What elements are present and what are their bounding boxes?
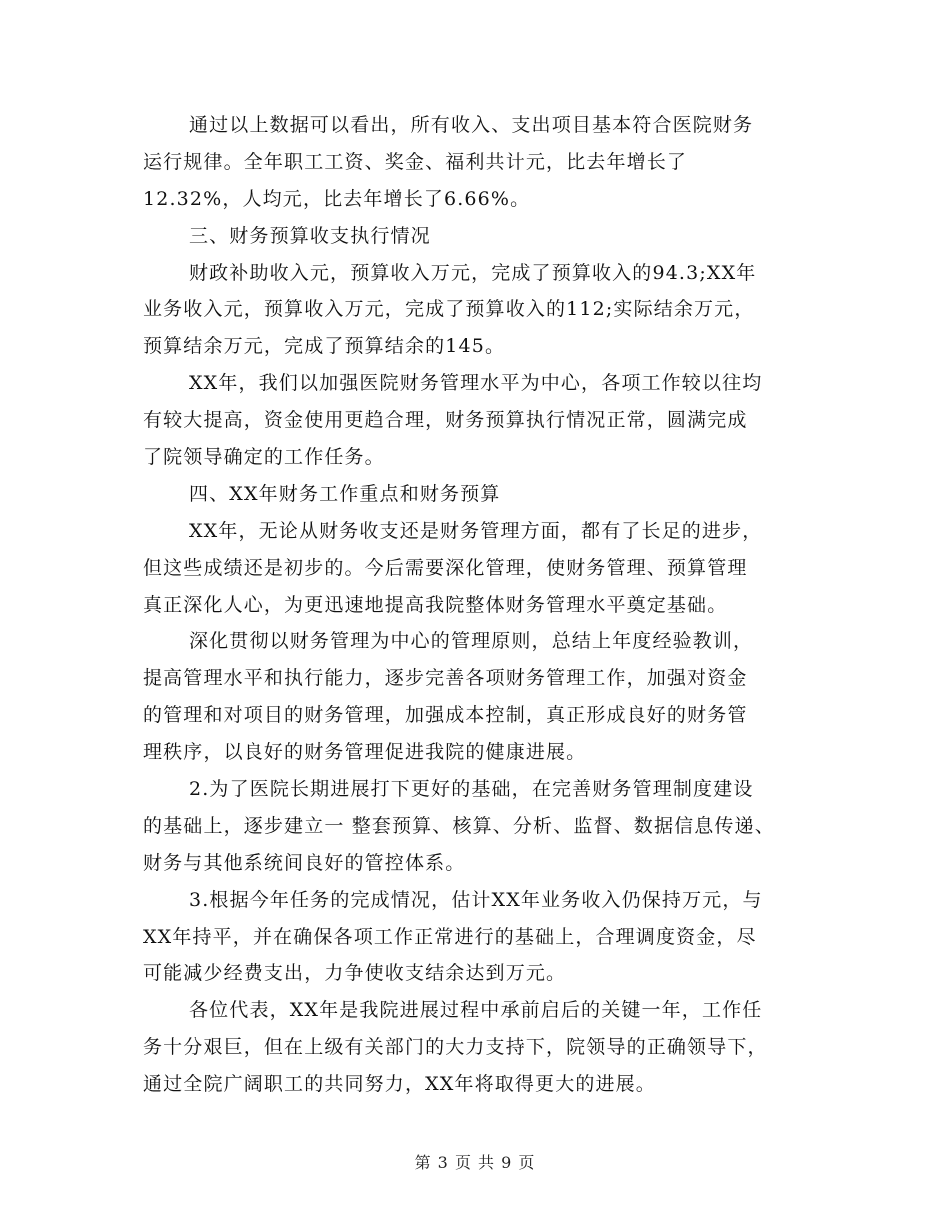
text-line: 预算结余万元，完成了预算结余的145。 (143, 335, 506, 358)
text-line: 12.32%，人均元，比去年增长了6.66%。 (143, 187, 531, 210)
text-line: 财政补助收入元，预算收入万元，完成了预算收入的94.3;XX年 (189, 261, 757, 284)
text-line: 的基础上，逐步建立一 整套预算、核算、分析、监督、数据信息传递、 (143, 814, 775, 837)
text-line: 但这些成绩还是初步的。今后需要深化管理，使财务管理、预算管理 (143, 556, 748, 579)
text-line: 提高管理水平和执行能力，逐步完善各项财务管理工作，加强对资金 (143, 667, 748, 690)
text-line: 了院领导确定的工作任务。 (143, 446, 385, 469)
document-body (0, 107, 950, 1103)
text-line: 各位代表，XX年是我院进展过程中承前启后的关键一年，工作任 (189, 999, 763, 1022)
text-line: 业务收入元，预算收入万元，完成了预算收入的112;实际结余万元， (143, 298, 755, 321)
text-line: 有较大提高，资金使用更趋合理，财务预算执行情况正常，圆满完成 (143, 409, 748, 432)
text-line: 理秩序，以良好的财务管理促进我院的健康进展。 (143, 741, 587, 764)
text-line: XX年，无论从财务收支还是财务管理方面，都有了长足的进步， (189, 519, 763, 542)
text-line: 务十分艰巨，但在上级有关部门的大力支持下，院领导的正确领导下， (143, 1036, 768, 1059)
section-heading: 四、XX年财务工作重点和财务预算 (189, 482, 501, 505)
page-number: 第 3 页 共 9 页 (414, 1153, 536, 1172)
text-line: 真正深化人心，为更迅速地提高我院整体财务管理水平奠定基础。 (143, 593, 728, 616)
text-line: XX年，我们以加强医院财务管理水平为中心，各项工作较以往均 (189, 372, 763, 395)
section-heading: 三、财务预算收支执行情况 (189, 224, 431, 247)
text-line: 运行规律。全年职工工资、奖金、福利共计元，比去年增长了 (143, 150, 688, 173)
text-line: 可能减少经费支出，力争使收支结余达到万元。 (143, 962, 567, 985)
text-line: 通过以上数据可以看出，所有收入、支出项目基本符合医院财务 (189, 114, 754, 136)
text-line: 深化贯彻以财务管理为中心的管理原则，总结上年度经验教训， (189, 630, 754, 653)
text-line: 的管理和对项目的财务管理，加强成本控制，真正形成良好的财务管 (143, 704, 748, 727)
text-line: XX年持平，并在确保各项工作正常进行的基础上，合理调度资金，尽 (143, 925, 757, 948)
text-line: 通过全院广阔职工的共同努力，XX年将取得更大的进展。 (143, 1073, 656, 1096)
text-line: 财务与其他系统间良好的管控体系。 (143, 851, 466, 874)
text-line: 3.根据今年任务的完成情况，估计XX年业务收入仍保持万元，与 (189, 888, 763, 911)
text-line: 2.为了医院长期进展打下更好的基础，在完善财务管理制度建设 (189, 778, 754, 801)
